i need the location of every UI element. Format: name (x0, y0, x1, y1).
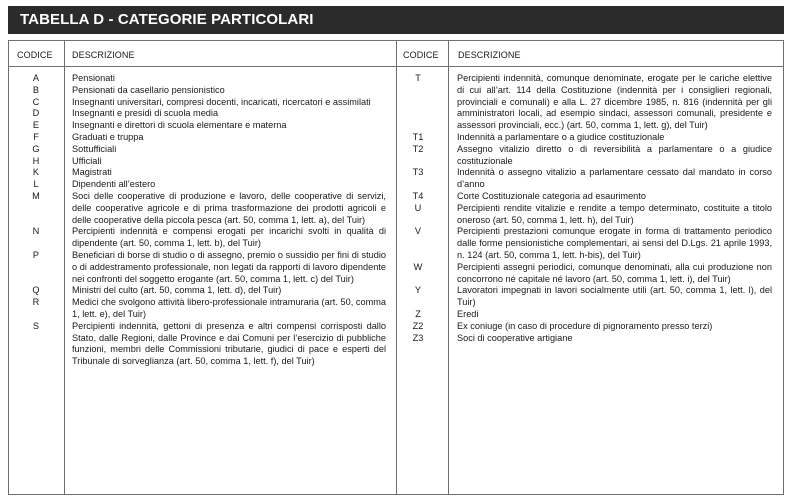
category-description: Dipendenti all’estero (72, 179, 156, 190)
category-description: Ex coniuge (in caso di procedure di pignoramento presso terzi) (457, 320, 713, 331)
title-bar (8, 6, 784, 34)
category-code: U (414, 202, 422, 213)
category-code: L (33, 179, 39, 190)
category-description: Assegno vitalizio diretto o di reversibilità a parlamentare o a giudice costituzionale (457, 143, 772, 166)
table-row (10, 250, 386, 285)
header-code-left: CODICE (17, 50, 53, 60)
table-row (398, 144, 772, 168)
table-row (398, 226, 772, 261)
category-code: E (32, 120, 40, 131)
category-description: Indennità a parlamentare o a giudice costituzionale (457, 131, 665, 142)
category-code: Y (414, 285, 422, 296)
category-code: P (32, 249, 40, 260)
table-row (10, 97, 386, 109)
header-description-right: DESCRIZIONE (458, 50, 521, 60)
table-row (398, 73, 772, 132)
category-code: N (32, 226, 40, 237)
table-row (10, 132, 386, 144)
category-code: R (32, 297, 40, 308)
category-code: A (32, 73, 40, 83)
table-row (398, 309, 772, 321)
category-code: C (32, 96, 40, 107)
table-row (398, 262, 772, 286)
category-description: Beneficiari di borse di studio o di assegno, premio o sussidio per fini di studio o di addestramento professionale, non legati da rapporti di lavoro dipendente nei confronti del soggetto erogante (art. 50, comma 1, lett. c) del Tuir) (72, 249, 386, 284)
category-description: Corte Costituzionale categoria ad esaurimento (457, 190, 646, 201)
category-description: Eredi (457, 308, 479, 319)
table-row (10, 144, 386, 156)
category-description: Graduati e truppa (72, 131, 144, 142)
category-description: Lavoratori impegnati in lavori socialmente utili (art. 50, comma 1, lett. l), del Tuir) (457, 285, 772, 308)
category-code: G (32, 143, 40, 154)
category-code: T1 (412, 131, 424, 142)
header-description-left: DESCRIZIONE (72, 50, 135, 60)
table-row (10, 226, 386, 250)
right-column (398, 73, 772, 344)
category-code: T4 (412, 190, 424, 201)
category-code: T3 (412, 167, 424, 178)
table-row (10, 285, 386, 297)
table-row (10, 179, 386, 191)
category-description: Percipienti prestazioni comunque erogate in forma di trattamento periodico dalle forme pensionistiche complementari, ai sensi del D.Lgs. 21 aprile 1993, n. 124 (art. 50, comma 1, lett. h-bis), del Tuir) (457, 226, 772, 260)
category-description: Percipienti indennità, comunque denominate, erogate per le cariche elettive di cui all’art. 114 della Costituzione (indennità per i consiglieri regionali, provinciali e comunali) e alla L. 27 dicembre 1985, n. 816 (indennità per gli amministratori locali, ad esempio sindaci, assessori comunali, presidente e assessori provinciali, ecc.) (art. 50, comma 1, lett. g), del Tuir) (457, 73, 772, 131)
category-code: K (32, 167, 40, 178)
category-description: Sottufficiali (72, 143, 117, 154)
table-title: TABELLA D - CATEGORIE PARTICOLARI (20, 11, 314, 28)
table-row (10, 297, 386, 321)
category-code: V (414, 226, 422, 237)
table-row (398, 285, 772, 309)
category-description: Medici che svolgono attività libero-professionale intramuraria (art. 50, comma 1, lett. e), del Tuir) (72, 297, 386, 319)
category-description: Pensionati (72, 73, 115, 83)
category-code: F (33, 131, 39, 142)
category-description: Soci di cooperative artigiane (457, 332, 573, 343)
header-code-right: CODICE (403, 50, 439, 60)
category-description: Insegnanti e presidi di scuola media (72, 108, 219, 119)
category-description: Percipienti indennità, gettoni di presenza e altri compensi corrisposti dallo Stato, dalle Regioni, dalle Province e dai Comuni per l’esercizio di pubbliche funzioni, membri delle Commissioni tributarie, giudici di pace e esperti del Tribunale di sorveglianza (art. 50, comma 1, lett. f), del Tuir) (72, 320, 386, 367)
table-row (398, 167, 772, 191)
table-row (398, 333, 772, 345)
table-row (10, 167, 386, 179)
category-description: Pensionati da casellario pensionistico (72, 84, 225, 95)
category-code: H (32, 155, 40, 166)
category-description: Percipienti rendite vitalizie e rendite a tempo determinato, costituite a titolo oneroso (art. 50, comma 1, lett. h), del Tuir) (457, 202, 772, 225)
category-code: W (413, 261, 423, 272)
category-description: Percipienti indennità e compensi erogati per incarichi svolti in qualità di dipendente (art. 50, comma 1, lett. b), del Tuir) (72, 226, 386, 249)
category-code: M (32, 190, 40, 201)
divider-columns (396, 40, 397, 495)
category-code: D (32, 108, 40, 119)
table-row (10, 85, 386, 97)
category-description: Insegnanti e direttori di scuola elementare e materna (72, 120, 287, 131)
table-row (10, 191, 386, 226)
category-description: Indennità o assegno vitalizio a parlamentare cessato dal mandato in corso d’anno (457, 167, 772, 190)
table-row (10, 156, 386, 168)
left-column (10, 73, 386, 368)
category-code: S (32, 320, 40, 331)
category-code: Z (415, 308, 421, 319)
table-row (10, 321, 386, 368)
table-row (398, 321, 772, 333)
category-code: B (32, 84, 40, 95)
table-row (10, 120, 386, 132)
table-row (398, 132, 772, 144)
category-code: T (415, 73, 421, 83)
category-description: Soci delle cooperative di produzione e lavoro, delle cooperative di servizi, delle cooperative agricole e di prima trasformazione dei prodotti agricoli e delle cooperative della piccola pesca (art. 50, comma 1, lett. a), del Tuir) (72, 190, 386, 225)
table-row (398, 191, 772, 203)
category-code: T2 (412, 143, 424, 154)
category-description: Insegnanti universitari, compresi docenti, incaricati, ricercatori e assimilati (72, 96, 371, 107)
category-code: Z3 (412, 332, 424, 343)
category-description: Ufficiali (72, 155, 102, 166)
category-description: Ministri del culto (art. 50, comma 1, lett. d), del Tuir) (72, 285, 282, 296)
table-row (10, 108, 386, 120)
table-row (398, 203, 772, 227)
category-description: Magistrati (72, 167, 112, 178)
header-divider (8, 66, 784, 67)
table-row (10, 73, 386, 85)
category-code: Z2 (412, 320, 424, 331)
category-code: Q (32, 285, 40, 296)
category-description: Percipienti assegni periodici, comunque denominati, alla cui produzione non concorrono né capitale né lavoro (art. 50, comma 1, lett. i), del Tuir) (457, 261, 772, 284)
